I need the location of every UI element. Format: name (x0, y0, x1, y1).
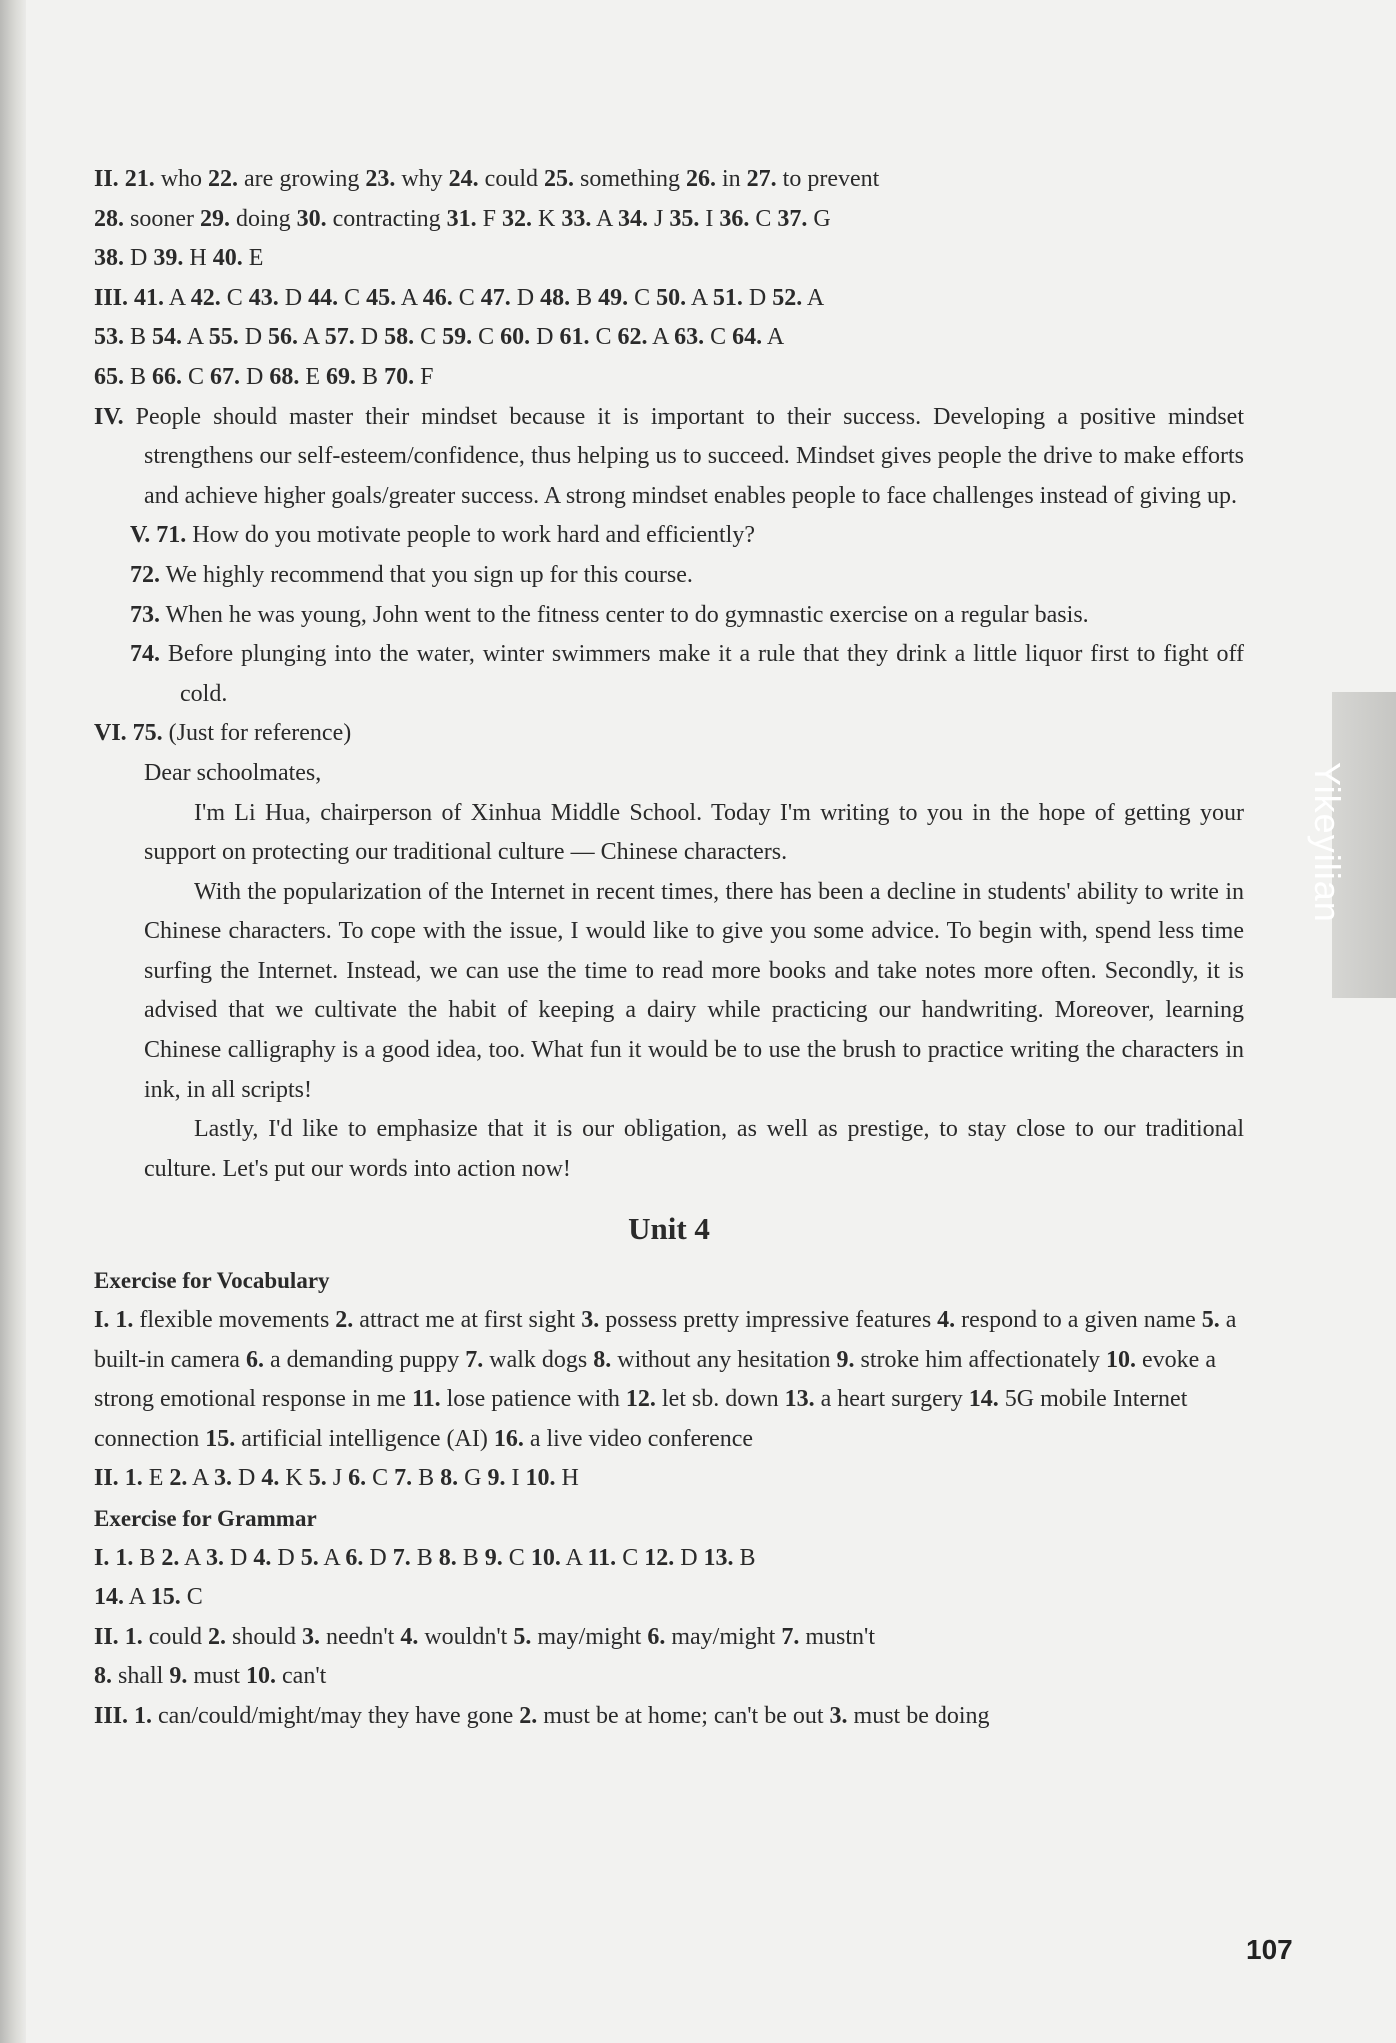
answer-value: C (180, 1584, 203, 1611)
answer-number: 9. (484, 1544, 503, 1571)
item-number: 74. (130, 641, 160, 668)
answer-value: sooner (124, 205, 200, 232)
answer-number: 27. (746, 166, 777, 192)
answer-number: 9. (836, 1346, 861, 1373)
answer-number: 58. (384, 324, 415, 351)
answer-number: 13. (784, 1386, 821, 1413)
answer-number: 7. (392, 1544, 411, 1571)
answer-number: 45. (366, 284, 397, 311)
answer-line (94, 160, 1244, 200)
answer-value: C (220, 284, 249, 311)
answer-number: 11. (411, 1386, 447, 1413)
answer-value: D (354, 324, 385, 351)
answer-number: 2. (208, 1623, 227, 1650)
answer-value: B (410, 1544, 439, 1571)
answer-value: B (412, 1465, 441, 1492)
answer-value: C (589, 324, 618, 351)
answer-value: may/might (531, 1623, 648, 1650)
translation-item (94, 516, 1244, 556)
answer-number: 4. (261, 1465, 280, 1492)
answer-number: 13. (703, 1544, 734, 1571)
answer-number: 1. (115, 1544, 134, 1571)
answer-value: why (395, 166, 449, 192)
answer-value: A (686, 284, 713, 311)
answer-number: 3. (206, 1544, 225, 1571)
item-number: 73. (130, 601, 160, 628)
answer-number: 53. (94, 324, 124, 351)
book-spine-shadow (0, 0, 26, 2043)
answer-value: A (591, 205, 618, 232)
answer-value: G (458, 1465, 488, 1492)
answer-value: let sb. down (661, 1386, 785, 1413)
answer-value: A (179, 1544, 207, 1571)
answer-value: must be at home; can't be out (537, 1702, 830, 1729)
answer-value: a heart surgery (820, 1386, 969, 1413)
answer-number: 4. (253, 1544, 272, 1571)
answer-number: 1. (115, 1307, 140, 1334)
answer-number: 37. (777, 205, 808, 232)
answer-number: 66. (152, 363, 183, 390)
answer-value: a built-in camera (94, 1307, 1237, 1373)
item-number: 71. (156, 522, 187, 549)
answer-number: 15. (150, 1584, 181, 1611)
answer-number: 65. (94, 363, 124, 390)
answer-number: 31. (446, 205, 477, 232)
answer-value: A (647, 324, 675, 351)
answer-number: 7. (465, 1346, 490, 1373)
answer-number: 64. (732, 324, 763, 351)
answer-value: A (762, 324, 785, 351)
answer-number: I. (94, 1544, 110, 1571)
answer-number: 6. (245, 1346, 270, 1373)
section-5 (94, 516, 1244, 714)
answer-line (94, 1618, 1244, 1658)
answer-line (94, 1539, 1244, 1579)
answer-number: 3. (214, 1465, 233, 1492)
answer-number: 7. (781, 1623, 800, 1650)
item-text: We highly recommend that you sign up for this course. (165, 561, 693, 588)
answer-value: flexible movements (139, 1307, 336, 1334)
answer-number: 10. (525, 1465, 556, 1492)
answer-number: 56. (268, 324, 299, 351)
answer-number: 29. (199, 205, 230, 232)
answer-value: could (142, 1623, 209, 1650)
answer-number: 16. (493, 1425, 530, 1452)
answer-line (94, 1578, 1244, 1618)
answer-line (94, 279, 1244, 319)
answer-number: II. (94, 166, 119, 192)
side-brand: Yikeyilian (1307, 762, 1348, 923)
answer-number: 42. (190, 284, 221, 311)
answer-value: contracting (326, 205, 447, 232)
answer-number: 9. (169, 1663, 188, 1690)
grammar-exercise (94, 1499, 1244, 1737)
answer-number: 63. (674, 324, 705, 351)
answer-line (94, 318, 1244, 358)
letter-paragraph: Lastly, I'd like to emphasize that it is our obligation, as well as prestige, to stay close to our traditional culture. Let's put our words into action now! (144, 1116, 1244, 1182)
answer-value: evoke a strong emotional response in me (94, 1346, 1216, 1413)
answer-number: 57. (324, 324, 355, 351)
answer-value: C (366, 1465, 395, 1492)
answer-number: 51. (712, 284, 743, 311)
answer-value: A (182, 324, 209, 351)
answer-value: B (356, 363, 385, 390)
answer-number: 67. (210, 363, 241, 390)
answer-value: a live video conference (529, 1425, 754, 1452)
reference-note: (Just for reference) (168, 720, 352, 747)
answer-number: 47. (480, 284, 511, 311)
answer-value: H (183, 245, 213, 272)
section-4 (94, 398, 1244, 517)
answer-value: I (505, 1465, 526, 1492)
answer-value: without any hesitation (617, 1346, 837, 1373)
item-text: Before plunging into the water, winter swimmers make it a rule that they drink a little liquor first to fight off cold. (167, 641, 1244, 707)
translation-item (94, 556, 1244, 596)
answer-value: D (530, 324, 560, 351)
answer-number: 1. (124, 1465, 143, 1492)
answer-value: D (278, 284, 309, 311)
answer-value: A (164, 284, 191, 311)
answer-line (94, 1697, 1244, 1737)
answer-value: C (414, 324, 443, 351)
answer-value: shall (112, 1663, 170, 1690)
answer-value: artificial intelligence (AI) (241, 1425, 494, 1452)
answer-value: C (704, 324, 733, 351)
answer-value: C (616, 1544, 645, 1571)
answer-number: 28. (94, 205, 124, 232)
answer-number: 14. (94, 1584, 124, 1611)
answer-number: 1. (134, 1702, 153, 1729)
answer-number: 46. (422, 284, 453, 311)
unit-title: Unit 4 (628, 1211, 710, 1247)
answer-value: B (456, 1544, 485, 1571)
answer-number: 2. (519, 1702, 538, 1729)
answer-number: 43. (248, 284, 279, 311)
answer-number: 70. (384, 363, 415, 390)
answer-number: 8. (94, 1663, 112, 1690)
answer-number: 15. (205, 1425, 242, 1452)
answer-number: 21. (124, 166, 155, 192)
answer-value: D (124, 245, 154, 272)
answer-value: 5G mobile Internet connection (94, 1386, 1188, 1452)
answer-number: 2. (161, 1544, 180, 1571)
answer-line (94, 1657, 1244, 1697)
answer-number: 2. (335, 1307, 360, 1334)
answer-value: D (674, 1544, 704, 1571)
answer-value: B (733, 1544, 756, 1571)
answer-number: 60. (500, 324, 531, 351)
answer-number: 49. (598, 284, 629, 311)
answer-number: 52. (772, 284, 803, 311)
answer-number: 50. (656, 284, 687, 311)
answer-number: 35. (669, 205, 700, 232)
answer-value: F (414, 363, 434, 390)
answer-value: to prevent (776, 166, 880, 192)
answer-value: must be doing (847, 1702, 990, 1729)
answer-number: 23. (365, 166, 396, 192)
vocabulary-exercise (94, 1261, 1244, 1499)
answer-number: 55. (208, 324, 239, 351)
section-label: VI. (94, 720, 127, 747)
item-number: 72. (130, 561, 160, 588)
answer-number: III. (94, 284, 129, 311)
answer-value: C (182, 363, 211, 390)
answer-value: attract me at first sight (359, 1307, 582, 1334)
answer-number: 9. (487, 1465, 506, 1492)
answer-number: 36. (719, 205, 750, 232)
answer-number: 59. (442, 324, 473, 351)
answer-value: D (238, 324, 269, 351)
answer-number: II. (94, 1623, 119, 1650)
answer-value: possess pretty impressive features (605, 1307, 938, 1334)
letter-greeting: Dear schoolmates, (144, 759, 322, 786)
answer-number: 8. (440, 1465, 459, 1492)
answer-number: 10. (246, 1663, 277, 1690)
answer-number: 14. (968, 1386, 1005, 1413)
answer-value: B (133, 1544, 162, 1571)
answer-value: doing (229, 205, 297, 232)
section-3 (94, 279, 1244, 398)
answer-value: H (555, 1465, 579, 1492)
answer-value: J (326, 1465, 349, 1492)
answer-value: can/could/might/may they have gone (152, 1702, 520, 1729)
answer-number: 1. (124, 1623, 143, 1650)
answer-number: 68. (269, 363, 300, 390)
answer-value: F (476, 205, 502, 232)
answer-number: 3. (829, 1702, 848, 1729)
answer-number: 3. (581, 1307, 606, 1334)
answer-value: E (142, 1465, 170, 1492)
vocab-answers (94, 1301, 1244, 1459)
answer-value: A (124, 1584, 151, 1611)
answer-value: D (271, 1544, 301, 1571)
answer-number: 38. (94, 245, 124, 272)
answer-value: mustn't (799, 1623, 875, 1650)
answer-value: A (298, 324, 325, 351)
answer-number: 11. (587, 1544, 617, 1571)
answer-number: 62. (617, 324, 648, 351)
answer-number: 8. (438, 1544, 457, 1571)
answer-value: who (154, 166, 209, 192)
translation-item (94, 596, 1244, 636)
answer-value: D (363, 1544, 393, 1571)
answer-value: J (648, 205, 670, 232)
answer-value: are growing (238, 166, 366, 192)
answer-value: something (574, 166, 686, 192)
answer-number: 4. (937, 1307, 962, 1334)
answer-value: D (510, 284, 541, 311)
answer-number: 6. (345, 1544, 364, 1571)
answer-number: 41. (134, 284, 165, 311)
answer-value: I (699, 205, 720, 232)
answer-value: D (232, 1465, 262, 1492)
answer-value: A (318, 1544, 346, 1571)
item-text: How do you motivate people to work hard and efficiently? (192, 522, 755, 549)
answer-value: C (502, 1544, 531, 1571)
answer-value: must (187, 1663, 247, 1690)
answer-value: C (452, 284, 481, 311)
answer-value: C (749, 205, 778, 232)
answer-number: 6. (647, 1623, 666, 1650)
summary-text: People should master their mindset because it is important to their success. Developing a positive mindset strengthens our self-esteem/confidence, thus helping us to succeed. Mindset gives people the drive to make efforts and achieve higher goals/greater success. A strong mindset enables people to face challenges instead of giving up. (135, 403, 1245, 509)
section-label: V. (130, 522, 151, 549)
answer-number: 69. (326, 363, 357, 390)
answer-line (94, 358, 1244, 398)
letter-paragraph: With the popularization of the Internet in recent times, there has been a decline in students' ability to write in Chinese characters. To cope with the issue, I would like to give you some advice. To begin with, spend less time surfing the Internet. Instead, we can use the time to read more books and take notes more often. Secondly, it is advised that we cultivate the habit of keeping a dairy while practicing our handwriting. Moreover, learning Chinese calligraphy is a good idea, too. What fun it would be to use the brush to practice writing the characters in ink, in all scripts! (144, 878, 1244, 1103)
essay-header (94, 714, 1244, 754)
answer-value: K (279, 1465, 309, 1492)
answer-value: in (716, 166, 747, 192)
answer-value: stroke him affectionately (860, 1346, 1107, 1373)
answer-number: 12. (644, 1544, 675, 1571)
answer-line (94, 1459, 1244, 1499)
letter-paragraph: I'm Li Hua, chairperson of Xinhua Middle School. Today I'm writing to you in the hope of getting your support on protecting our traditional culture — Chinese characters. (144, 799, 1244, 866)
item-number: 75. (132, 720, 163, 747)
answer-number: 5. (513, 1623, 532, 1650)
answer-value: G (807, 205, 831, 232)
answer-number: 25. (544, 166, 574, 192)
answer-value: E (299, 363, 327, 390)
answer-number: 5. (1201, 1307, 1226, 1334)
answer-number: 26. (686, 166, 716, 192)
answer-number: 54. (152, 324, 183, 351)
answer-number: 22. (208, 166, 239, 192)
page-number: 107 (1246, 1934, 1293, 1965)
section-2 (94, 160, 1244, 279)
answer-value: K (531, 205, 562, 232)
answer-value: walk dogs (489, 1346, 594, 1373)
answer-value: A (560, 1544, 588, 1571)
answer-number: 33. (561, 205, 592, 232)
section-label: IV. (94, 403, 124, 430)
answer-value: B (124, 363, 153, 390)
answer-number: 39. (153, 245, 184, 272)
answer-value: can't (276, 1663, 327, 1690)
answer-value: E (242, 245, 264, 272)
answer-value: needn't (320, 1623, 401, 1650)
answer-value: a demanding puppy (269, 1346, 466, 1373)
answer-value: B (570, 284, 599, 311)
answer-number: II. (94, 1465, 119, 1492)
answer-line (94, 239, 1244, 279)
answer-line (94, 200, 1244, 240)
answer-number: 3. (302, 1623, 321, 1650)
answer-number: 34. (618, 205, 648, 232)
answer-value: A (187, 1465, 215, 1492)
answer-value: C (338, 284, 367, 311)
answer-number: 12. (625, 1386, 662, 1413)
answer-value: may/might (665, 1623, 782, 1650)
answer-number: 32. (501, 205, 532, 232)
answer-number: 7. (394, 1465, 413, 1492)
item-text: When he was young, John went to the fitness center to do gymnastic exercise on a regular basis. (165, 601, 1089, 628)
answer-value: wouldn't (418, 1623, 514, 1650)
answer-value: B (124, 324, 153, 351)
answer-value: could (478, 166, 544, 192)
answer-number: 5. (308, 1465, 327, 1492)
answer-number: 24. (448, 166, 479, 192)
answer-number: 30. (296, 205, 327, 232)
answer-value: A (396, 284, 423, 311)
answer-value: C (472, 324, 501, 351)
answer-value: D (224, 1544, 254, 1571)
exercise-heading: Exercise for Vocabulary (94, 1268, 330, 1294)
translation-item (94, 635, 1244, 714)
answer-number: 6. (348, 1465, 367, 1492)
answer-number: 10. (1106, 1346, 1143, 1373)
answer-key (94, 160, 1244, 1737)
answer-number: 4. (400, 1623, 419, 1650)
answer-number: 44. (308, 284, 339, 311)
answer-number: 5. (300, 1544, 319, 1571)
answer-number: 8. (593, 1346, 618, 1373)
answer-value: C (628, 284, 657, 311)
answer-number: 2. (169, 1465, 188, 1492)
answer-value: A (802, 284, 825, 311)
exercise-heading: Exercise for Grammar (94, 1506, 317, 1531)
answer-value: should (226, 1623, 303, 1650)
answer-number: 48. (540, 284, 571, 311)
answer-number: 40. (212, 245, 243, 272)
answer-number: III. (94, 1702, 129, 1729)
section-6 (94, 714, 1244, 1189)
answer-value: respond to a given name (961, 1307, 1202, 1334)
answer-value: D (240, 363, 270, 390)
answer-number: 61. (559, 324, 590, 351)
answer-value: D (742, 284, 773, 311)
answer-number: 10. (530, 1544, 561, 1571)
section-label: I. (94, 1307, 116, 1334)
answer-value: lose patience with (446, 1386, 626, 1413)
